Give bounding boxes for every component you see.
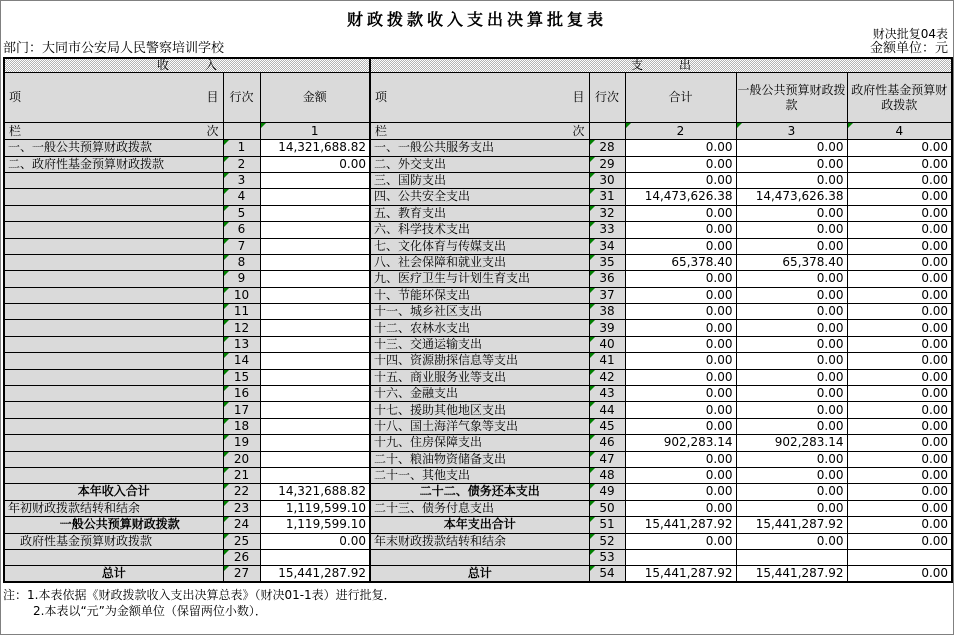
expenditure-total-amount: 0.00 <box>625 369 736 385</box>
table-row <box>4 402 952 418</box>
income-amount <box>260 304 370 320</box>
expenditure-row-no: 51 <box>589 517 625 533</box>
expenditure-item-label: 总计 <box>370 566 589 582</box>
table-row <box>4 304 952 320</box>
expenditure-general-budget-amount: 0.00 <box>736 320 847 336</box>
expenditure-row-no: 52 <box>589 533 625 549</box>
expenditure-item-label: 五、教育支出 <box>370 205 589 221</box>
expenditure-item-label: 十三、交通运输支出 <box>370 336 589 352</box>
expenditure-row-no: 50 <box>589 500 625 516</box>
expenditure-row-no: 39 <box>589 320 625 336</box>
expenditure-govt-fund-amount: 0.00 <box>847 369 952 385</box>
income-rowno-header: 行次 <box>223 73 260 123</box>
income-amount <box>260 238 370 254</box>
expenditure-total-amount: 15,441,287.92 <box>625 517 736 533</box>
income-row-no: 27 <box>223 566 260 582</box>
income-item-label <box>4 468 223 484</box>
income-item-label: 总计 <box>4 566 223 582</box>
income-rank-label: 栏 次 <box>4 123 223 140</box>
income-item-label <box>4 287 223 303</box>
expenditure-row-no: 31 <box>589 189 625 205</box>
expenditure-row-no: 44 <box>589 402 625 418</box>
expenditure-row-no: 32 <box>589 205 625 221</box>
expenditure-item-label: 三、国防支出 <box>370 172 589 188</box>
income-row-no: 11 <box>223 304 260 320</box>
income-rank-blank <box>223 123 260 140</box>
expenditure-total-amount: 0.00 <box>625 386 736 402</box>
expenditure-govt-fund-amount: 0.00 <box>847 254 952 270</box>
expenditure-row-no: 41 <box>589 353 625 369</box>
expenditure-total-amount: 0.00 <box>625 304 736 320</box>
income-item-label: 年初财政拨款结转和结余 <box>4 500 223 516</box>
footnote-2: 2.本表以“元”为金额单位（保留两位小数）． <box>33 604 267 619</box>
expenditure-total-amount: 0.00 <box>625 140 736 156</box>
income-row-no: 23 <box>223 500 260 516</box>
expenditure-item-label: 十、节能环保支出 <box>370 287 589 303</box>
income-amount: 14,321,688.82 <box>260 140 370 156</box>
income-item-label <box>4 353 223 369</box>
income-amount <box>260 386 370 402</box>
expenditure-item-label: 二、外交支出 <box>370 156 589 172</box>
income-row-no: 6 <box>223 222 260 238</box>
expenditure-general-budget-amount: 0.00 <box>736 140 847 156</box>
expenditure-total-amount: 0.00 <box>625 156 736 172</box>
table-row <box>4 254 952 270</box>
income-amount <box>260 254 370 270</box>
income-row-no: 19 <box>223 435 260 451</box>
expenditure-fund-rank: 4 <box>847 123 952 140</box>
expenditure-total-amount: 0.00 <box>625 353 736 369</box>
income-amount <box>260 369 370 385</box>
expenditure-rank-blank <box>589 123 625 140</box>
expenditure-row-no: 34 <box>589 238 625 254</box>
expenditure-general-rank: 3 <box>736 123 847 140</box>
expenditure-general-budget-amount: 0.00 <box>736 533 847 549</box>
income-row-no: 18 <box>223 418 260 434</box>
income-amount <box>260 189 370 205</box>
expenditure-general-budget-amount <box>736 549 847 565</box>
expenditure-item-label: 二十一、其他支出 <box>370 468 589 484</box>
expenditure-total-amount: 0.00 <box>625 222 736 238</box>
table-row <box>4 353 952 369</box>
expenditure-row-no: 28 <box>589 140 625 156</box>
table-row <box>4 468 952 484</box>
expenditure-govt-fund-amount: 0.00 <box>847 566 952 582</box>
income-project-header: 项 目 <box>4 73 223 123</box>
expenditure-govt-fund-amount: 0.00 <box>847 238 952 254</box>
expenditure-general-budget-amount: 0.00 <box>736 222 847 238</box>
page-title: 财政拨款收入支出决算批复表 <box>346 10 607 29</box>
expenditure-row-no: 46 <box>589 435 625 451</box>
income-item-label <box>4 549 223 565</box>
expenditure-govt-fund-amount: 0.00 <box>847 140 952 156</box>
expenditure-general-budget-amount: 902,283.14 <box>736 435 847 451</box>
expenditure-row-no: 30 <box>589 172 625 188</box>
expenditure-general-budget-amount: 0.00 <box>736 500 847 516</box>
income-item-label <box>4 222 223 238</box>
expenditure-general-budget-amount: 0.00 <box>736 484 847 500</box>
income-item-label <box>4 369 223 385</box>
expenditure-govt-fund-amount: 0.00 <box>847 517 952 533</box>
income-row-no: 3 <box>223 172 260 188</box>
expenditure-general-budget-amount: 0.00 <box>736 172 847 188</box>
expenditure-govt-fund-amount: 0.00 <box>847 468 952 484</box>
expenditure-general-budget-amount: 15,441,287.92 <box>736 566 847 582</box>
expenditure-total-amount: 0.00 <box>625 287 736 303</box>
income-amount <box>260 336 370 352</box>
expenditure-item-label: 年末财政拨款结转和结余 <box>370 533 589 549</box>
expenditure-govt-fund-amount: 0.00 <box>847 172 952 188</box>
expenditure-total-amount: 65,378.40 <box>625 254 736 270</box>
expenditure-govt-fund-amount: 0.00 <box>847 156 952 172</box>
expenditure-general-budget-amount: 0.00 <box>736 369 847 385</box>
expenditure-item-label: 十八、国土海洋气象等支出 <box>370 418 589 434</box>
expenditure-row-no: 47 <box>589 451 625 467</box>
expenditure-general-budget-amount: 0.00 <box>736 353 847 369</box>
income-item-label: 一、一般公共预算财政拨款 <box>4 140 223 156</box>
expenditure-row-no: 48 <box>589 468 625 484</box>
income-item-label <box>4 402 223 418</box>
income-row-no: 13 <box>223 336 260 352</box>
income-item-label: 政府性基金预算财政拨款 <box>4 533 223 549</box>
income-row-no: 21 <box>223 468 260 484</box>
table-row <box>4 369 952 385</box>
footnotes <box>3 587 953 619</box>
table-row <box>4 320 952 336</box>
expenditure-item-label: 七、文化体育与传媒支出 <box>370 238 589 254</box>
expenditure-total-amount: 0.00 <box>625 418 736 434</box>
expenditure-govt-fund-amount: 0.00 <box>847 451 952 467</box>
unit-label: 金额单位：元 <box>869 41 948 56</box>
expenditure-general-budget-amount: 0.00 <box>736 336 847 352</box>
table-row <box>4 205 952 221</box>
expenditure-govt-fund-amount: 0.00 <box>847 435 952 451</box>
fiscal-appropriation-table <box>3 57 953 583</box>
expenditure-item-label: 本年支出合计 <box>370 517 589 533</box>
income-section-header: 收 入 <box>4 58 370 73</box>
income-amount <box>260 549 370 565</box>
income-item-label <box>4 189 223 205</box>
expenditure-item-label: 八、社会保障和就业支出 <box>370 254 589 270</box>
expenditure-general-budget-amount: 0.00 <box>736 402 847 418</box>
expenditure-row-no: 45 <box>589 418 625 434</box>
expenditure-item-label: 十六、金融支出 <box>370 386 589 402</box>
expenditure-total-amount: 0.00 <box>625 451 736 467</box>
table-row <box>4 549 952 565</box>
expenditure-item-label: 二十三、债务付息支出 <box>370 500 589 516</box>
expenditure-govt-fund-amount: 0.00 <box>847 320 952 336</box>
expenditure-row-no: 54 <box>589 566 625 582</box>
income-amount-header: 金额 <box>260 73 370 123</box>
expenditure-general-budget-amount: 65,378.40 <box>736 254 847 270</box>
expenditure-row-no: 29 <box>589 156 625 172</box>
expenditure-rowno-header: 行次 <box>589 73 625 123</box>
expenditure-govt-fund-amount: 0.00 <box>847 402 952 418</box>
table-row <box>4 189 952 205</box>
income-row-no: 14 <box>223 353 260 369</box>
income-row-no: 15 <box>223 369 260 385</box>
income-amount <box>260 418 370 434</box>
expenditure-govt-fund-amount: 0.00 <box>847 386 952 402</box>
expenditure-govt-fund-amount: 0.00 <box>847 533 952 549</box>
income-amount <box>260 402 370 418</box>
income-row-no: 9 <box>223 271 260 287</box>
income-row-no: 5 <box>223 205 260 221</box>
income-item-label <box>4 205 223 221</box>
expenditure-total-amount: 0.00 <box>625 500 736 516</box>
income-amount: 1,119,599.10 <box>260 500 370 516</box>
income-amount <box>260 353 370 369</box>
income-amount <box>260 468 370 484</box>
table-code: 财决批复04表 <box>872 27 948 41</box>
expenditure-row-no: 40 <box>589 336 625 352</box>
expenditure-total-amount: 0.00 <box>625 336 736 352</box>
income-amount <box>260 271 370 287</box>
expenditure-total-amount: 0.00 <box>625 172 736 188</box>
income-row-no: 12 <box>223 320 260 336</box>
expenditure-total-amount: 902,283.14 <box>625 435 736 451</box>
income-amount: 1,119,599.10 <box>260 517 370 533</box>
table-row <box>4 435 952 451</box>
expenditure-row-no: 38 <box>589 304 625 320</box>
income-amount: 0.00 <box>260 533 370 549</box>
table-row <box>4 238 952 254</box>
expenditure-general-budget-amount: 0.00 <box>736 287 847 303</box>
expenditure-govt-fund-amount: 0.00 <box>847 484 952 500</box>
expenditure-govt-fund-amount: 0.00 <box>847 353 952 369</box>
expenditure-item-label: 十五、商业服务业等支出 <box>370 369 589 385</box>
expenditure-govt-fund-amount <box>847 549 952 565</box>
income-row-no: 26 <box>223 549 260 565</box>
income-item-label <box>4 320 223 336</box>
expenditure-govt-fund-amount: 0.00 <box>847 189 952 205</box>
income-amount <box>260 172 370 188</box>
expenditure-item-label: 四、公共安全支出 <box>370 189 589 205</box>
expenditure-row-no: 35 <box>589 254 625 270</box>
expenditure-total-amount: 0.00 <box>625 238 736 254</box>
table-row <box>4 533 952 549</box>
income-item-label <box>4 271 223 287</box>
table-row <box>4 566 952 582</box>
income-amount: 15,441,287.92 <box>260 566 370 582</box>
expenditure-general-budget-amount: 0.00 <box>736 238 847 254</box>
expenditure-section-header: 支 出 <box>370 58 952 73</box>
income-row-no: 17 <box>223 402 260 418</box>
expenditure-govt-fund-amount: 0.00 <box>847 336 952 352</box>
table-row <box>4 156 952 172</box>
expenditure-total-amount: 15,441,287.92 <box>625 566 736 582</box>
table-row <box>4 386 952 402</box>
table-row <box>4 336 952 352</box>
expenditure-govt-fund-amount: 0.00 <box>847 304 952 320</box>
table-row <box>4 500 952 516</box>
expenditure-item-label <box>370 549 589 565</box>
income-row-no: 10 <box>223 287 260 303</box>
expenditure-row-no: 42 <box>589 369 625 385</box>
expenditure-govt-fund-amount: 0.00 <box>847 205 952 221</box>
income-item-label <box>4 254 223 270</box>
expenditure-item-label: 十七、援助其他地区支出 <box>370 402 589 418</box>
income-row-no: 24 <box>223 517 260 533</box>
income-row-no: 25 <box>223 533 260 549</box>
income-item-label <box>4 451 223 467</box>
expenditure-total-rank: 2 <box>625 123 736 140</box>
table-row <box>4 451 952 467</box>
income-item-label: 一般公共预算财政拨款 <box>4 517 223 533</box>
income-row-no: 8 <box>223 254 260 270</box>
expenditure-general-budget-amount: 0.00 <box>736 468 847 484</box>
income-amount <box>260 435 370 451</box>
expenditure-item-label: 十二、农林水支出 <box>370 320 589 336</box>
expenditure-govt-fund-amount: 0.00 <box>847 222 952 238</box>
table-row <box>4 172 952 188</box>
expenditure-total-amount: 0.00 <box>625 402 736 418</box>
income-amount <box>260 451 370 467</box>
table-row <box>4 517 952 533</box>
income-amount-rank: 1 <box>260 123 370 140</box>
expenditure-total-amount: 0.00 <box>625 533 736 549</box>
income-row-no: 16 <box>223 386 260 402</box>
income-row-no: 4 <box>223 189 260 205</box>
income-row-no: 1 <box>223 140 260 156</box>
expenditure-row-no: 53 <box>589 549 625 565</box>
expenditure-item-label: 二十、粮油物资储备支出 <box>370 451 589 467</box>
expenditure-row-no: 37 <box>589 287 625 303</box>
expenditure-general-budget-header: 一般公共预算财政拨款 <box>736 73 847 123</box>
income-row-no: 2 <box>223 156 260 172</box>
expenditure-general-budget-amount: 0.00 <box>736 451 847 467</box>
expenditure-total-amount: 0.00 <box>625 205 736 221</box>
expenditure-project-header: 项 目 <box>370 73 589 123</box>
income-item-label: 本年收入合计 <box>4 484 223 500</box>
income-row-no: 20 <box>223 451 260 467</box>
expenditure-total-amount: 0.00 <box>625 484 736 500</box>
income-item-label <box>4 172 223 188</box>
expenditure-govt-fund-amount: 0.00 <box>847 287 952 303</box>
income-item-label: 二、政府性基金预算财政拨款 <box>4 156 223 172</box>
income-amount: 14,321,688.82 <box>260 484 370 500</box>
table-row <box>4 271 952 287</box>
income-amount <box>260 205 370 221</box>
table-row <box>4 140 952 156</box>
income-amount <box>260 222 370 238</box>
expenditure-row-no: 43 <box>589 386 625 402</box>
expenditure-item-label: 十九、住房保障支出 <box>370 435 589 451</box>
expenditure-total-header: 合计 <box>625 73 736 123</box>
department-label: 部门：大同市公安局人民警察培训学校 <box>3 41 225 56</box>
table-row <box>4 484 952 500</box>
expenditure-item-label: 六、科学技术支出 <box>370 222 589 238</box>
table-row <box>4 287 952 303</box>
income-amount: 0.00 <box>260 156 370 172</box>
expenditure-general-budget-amount: 14,473,626.38 <box>736 189 847 205</box>
expenditure-govt-fund-amount: 0.00 <box>847 271 952 287</box>
expenditure-row-no: 36 <box>589 271 625 287</box>
expenditure-total-amount <box>625 549 736 565</box>
income-item-label <box>4 435 223 451</box>
expenditure-govt-fund-amount: 0.00 <box>847 418 952 434</box>
table-row <box>4 418 952 434</box>
expenditure-item-label: 九、医疗卫生与计划生育支出 <box>370 271 589 287</box>
expenditure-general-budget-amount: 0.00 <box>736 205 847 221</box>
expenditure-total-amount: 0.00 <box>625 271 736 287</box>
income-item-label <box>4 304 223 320</box>
expenditure-row-no: 49 <box>589 484 625 500</box>
expenditure-total-amount: 0.00 <box>625 320 736 336</box>
expenditure-general-budget-amount: 0.00 <box>736 156 847 172</box>
expenditure-general-budget-amount: 0.00 <box>736 304 847 320</box>
expenditure-govt-fund-header: 政府性基金预算财政拨款 <box>847 73 952 123</box>
income-item-label <box>4 418 223 434</box>
footnote-1: 注：1.本表依据《财政拨款收入支出决算总表》（财决01-1表）进行批复． <box>3 588 396 603</box>
expenditure-row-no: 33 <box>589 222 625 238</box>
table-row <box>4 222 952 238</box>
expenditure-general-budget-amount: 0.00 <box>736 386 847 402</box>
expenditure-total-amount: 14,473,626.38 <box>625 189 736 205</box>
income-item-label <box>4 336 223 352</box>
income-row-no: 7 <box>223 238 260 254</box>
expenditure-item-label: 十一、城乡社区支出 <box>370 304 589 320</box>
income-amount <box>260 320 370 336</box>
income-item-label <box>4 238 223 254</box>
expenditure-govt-fund-amount: 0.00 <box>847 500 952 516</box>
expenditure-general-budget-amount: 15,441,287.92 <box>736 517 847 533</box>
expenditure-item-label: 一、一般公共服务支出 <box>370 140 589 156</box>
income-row-no: 22 <box>223 484 260 500</box>
income-amount <box>260 287 370 303</box>
expenditure-rank-label: 栏 次 <box>370 123 589 140</box>
expenditure-general-budget-amount: 0.00 <box>736 418 847 434</box>
income-item-label <box>4 386 223 402</box>
expenditure-item-label: 二十二、债务还本支出 <box>370 484 589 500</box>
expenditure-item-label: 十四、资源勘探信息等支出 <box>370 353 589 369</box>
expenditure-total-amount: 0.00 <box>625 468 736 484</box>
expenditure-general-budget-amount: 0.00 <box>736 271 847 287</box>
